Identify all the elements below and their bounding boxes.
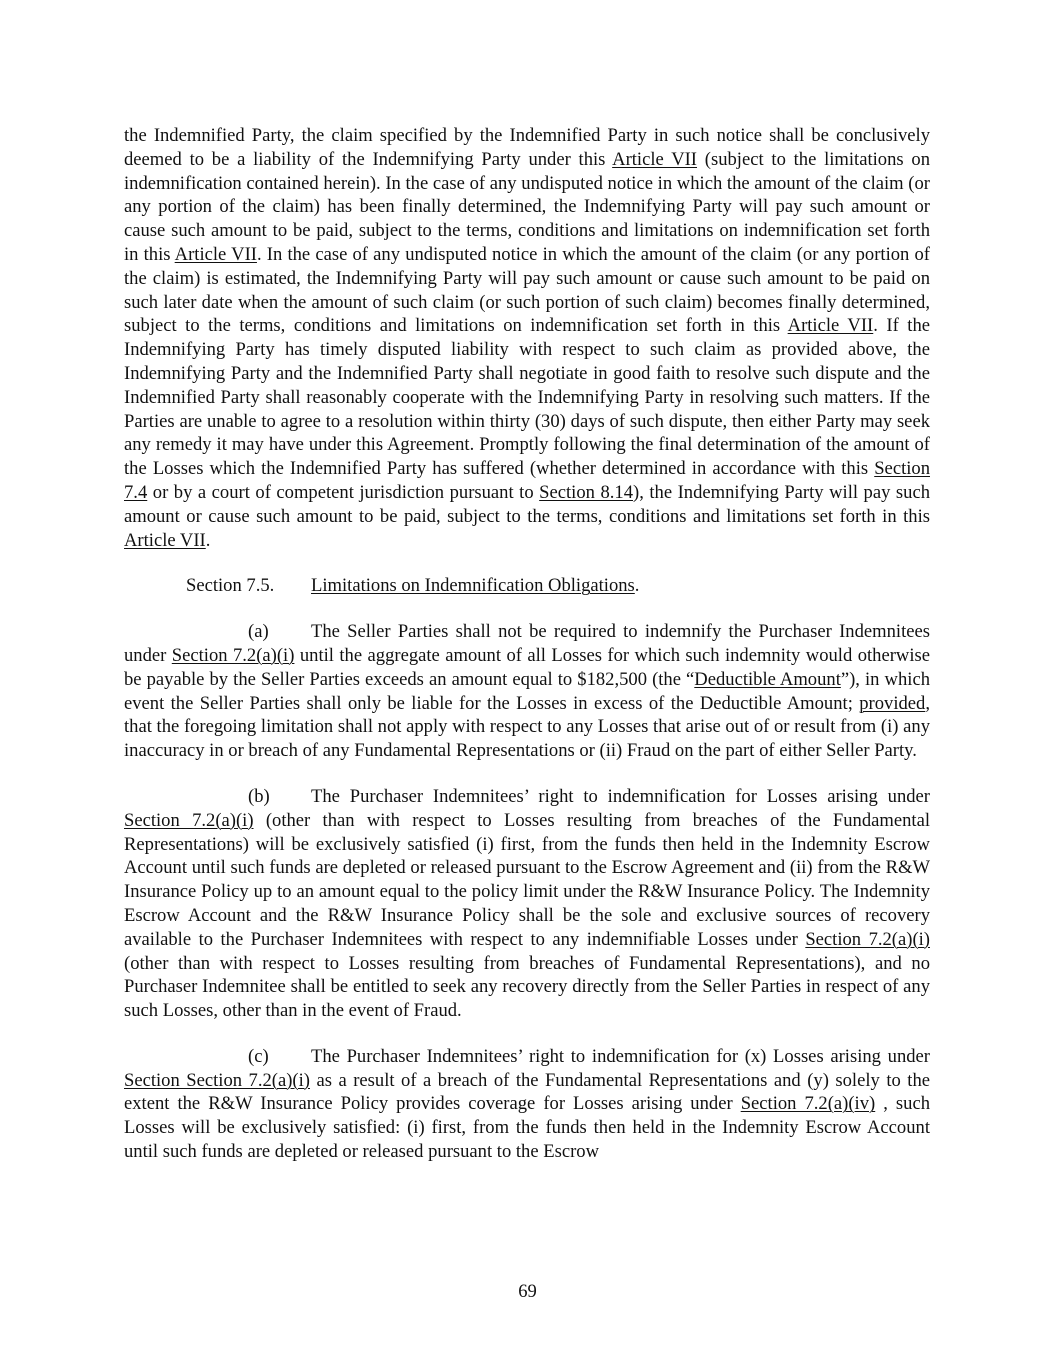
text: (subject to the limitations on indemnification contained herein). In the case of any undisputed notice in which the amount of the claim (or any portion of the claim) has been finally determined, the Indemnifying Party will pay such amount or cause such amount to be paid, subject to the terms, conditions and limitations on indemnification set forth in this [124,148,930,265]
cross-reference: Section 8.14 [539,481,633,503]
text: or by a court of competent jurisdiction pursuant to [147,481,540,503]
spacer [124,1023,930,1045]
cross-reference: Section 7.2(a)(i) [171,644,295,666]
spacer [124,552,930,574]
text: . In the case of any undisputed notice in which the amount of the claim (or any portion of the claim) is estimated, the Indemnifying Party will pay such amount or cause such amount to be paid on such later date when the amount of such claim (or such portion of such claim) becomes finally determined, subject to the terms, conditions and limitations on indemnification set forth in this [124,243,930,337]
subsection-c [124,1045,930,1164]
cross-reference: Article VII [174,243,257,265]
text: The Purchaser Indemnitees’ right to indemnification for Losses arising under [311,785,930,807]
subsection-marker: (c) [248,1045,269,1067]
cross-reference: Section 7.2(a)(iv) [740,1093,876,1115]
text: (other than with respect to Losses resulting from breaches of Fundamental Representations), and no Purchaser Indemnitee shall be entitled to seek any recovery directly from the Seller Parties in respect of any such Losses, other than in the event of Fraud. [124,952,930,1022]
text: ”), in which event the Seller Parties shall only be liable for the Losses in excess of the Deductible Amount; [124,668,930,714]
subsection-a [124,620,930,763]
spacer [124,598,930,620]
defined-term: Deductible Amount [694,668,841,690]
text: (other than with respect to Losses resulting from breaches of the Fundamental Representations) will be exclusively satisfied (i) first, from the funds then held in the Indemnity Escrow Account until such funds are depleted or released pursuant to the Escrow Agreement and (ii) from the R&W Insurance Policy up to an amount equal to the policy limit under the R&W Insurance Policy. The Indemnity Escrow Account and the R&W Insurance Policy shall be the sole and exclusive sources of recovery available to the Purchaser Indemnitees with respect to any indemnifiable Losses under [124,809,930,950]
subsection-marker: (b) [248,785,270,807]
subsection-marker: (a) [248,621,269,643]
cross-reference: Article VII [612,148,698,170]
cross-reference: Section Section 7.2(a)(i) [124,1069,310,1091]
spacer [124,763,930,785]
paragraph-article-vii-claims [124,124,930,552]
text: . [205,529,211,551]
text: The Purchaser Indemnitees’ right to indemnification for (x) Losses arising under [311,1045,930,1067]
subsection-b [124,785,930,1023]
cross-reference: Section 7.2(a)(i) [124,809,254,831]
cross-reference: Section 7.2(a)(i) [805,928,930,950]
text: . If the Indemnifying Party has timely disputed liability with respect to such claim as provided above, the Indemnifying Party and the Indemnified Party shall negotiate in good faith to resolve such dispute and the Indemnified Party shall reasonably cooperate with the Indemnifying Party in resolving such matters. If the Parties are unable to agree to a resolution within thirty (30) days of such dispute, then either Party may seek any remedy it may have under this Agreement. Promptly following the final determination of the amount of the Losses which the Indemnified Party has suffered (whether determined in accordance with this [124,315,931,480]
text: the Indemnified Party, the claim specified by the Indemnified Party in such notice shall be conclusively deemed to be a liability of the Indemnifying Party under this [124,125,930,170]
text: , that the foregoing limitation shall not apply with respect to any Losses that arise out of or result from (i) any inaccuracy in or breach of any Fundamental Representations or (ii) Fraud on the part of either Seller Party. [124,692,930,762]
section-title-period: . [634,575,640,597]
text: The Seller Parties shall not be required to indemnify the Purchaser Indemnitees under [124,621,930,666]
proviso-term: provided [859,692,926,714]
document-page [124,124,930,1164]
section-heading [124,574,930,598]
text: , such Losses will be exclusively satisfied: (i) first, from the funds then held in the Indemnity Escrow Account until such funds are depleted or released pursuant to the Escrow [124,1093,931,1163]
text: until the aggregate amount of all Losses for which such indemnity would otherwise be payable by the Seller Parties exceeds an amount equal to $182,500 (the “ [124,644,930,690]
cross-reference: Section 7.4 [124,458,930,503]
page-number: 69 [518,1281,537,1302]
section-number: Section 7.5. [186,575,275,597]
text: as a result of a breach of the Fundamental Representations and (y) solely to the extent the R&W Insurance Policy provides coverage for Losses arising under [124,1069,930,1115]
text: ), the Indemnifying Party will pay such amount or cause such amount to be paid, subject to the terms, conditions and limitations set forth in this [124,481,931,527]
cross-reference: Article VII [124,529,206,551]
cross-reference: Article VII [787,315,874,337]
section-title: Limitations on Indemnification Obligations [311,575,635,597]
